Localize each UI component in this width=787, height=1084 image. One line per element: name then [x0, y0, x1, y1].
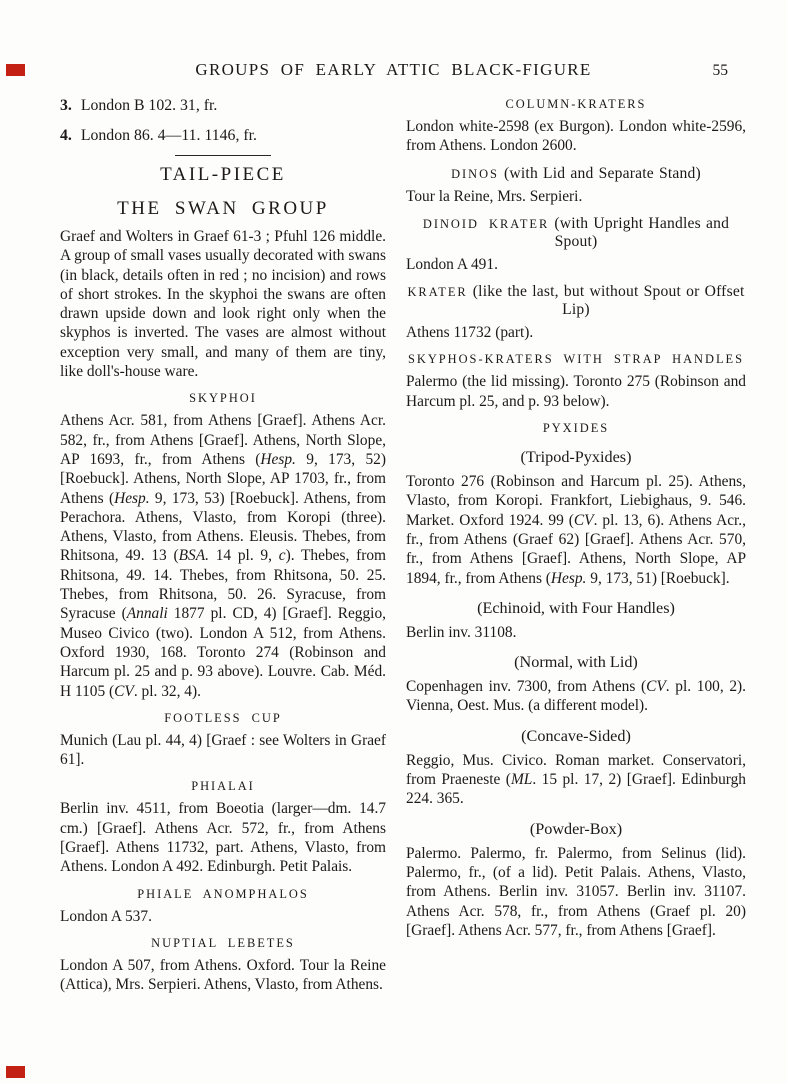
body-text: Copenhagen inv. 7300, from Athens (: [406, 678, 647, 696]
smallcaps-text: PYXIDES: [542, 421, 610, 436]
category-heading: [60, 886, 386, 903]
body-text: (like the last, but without Spout or Offset Lip): [467, 283, 745, 319]
category-heading: [406, 96, 746, 113]
body-text: Toronto 276 (Robinson and Harcum pl. 25). Athens, Vlasto, from Koropi. Frankfort, Liebighaus, 9. 546. Market. Oxford 1924. 99 (: [406, 473, 746, 529]
item-text: [81, 127, 257, 144]
subcategory-heading: (Echinoid, with Four Handles): [477, 598, 675, 617]
italic-text: Annali: [126, 605, 168, 623]
page-number: 55: [712, 62, 728, 79]
paragraph: [406, 472, 746, 588]
paragraph: [406, 255, 746, 274]
category-heading: [60, 710, 386, 727]
paragraph: [406, 117, 746, 156]
paragraph: [406, 372, 746, 411]
subcategory-heading: (Powder-Box): [529, 819, 623, 838]
smallcaps-text: DINOID KRATER: [422, 216, 550, 231]
category-heading: [60, 935, 386, 952]
italic-text: c: [278, 547, 286, 565]
item-text: [81, 97, 217, 114]
body-text: Munich (Lau pl. 44, 4) [Graef : see Wolters in Graef 61].: [60, 731, 386, 769]
body-text: . pl. 100, 2). Vienna, Oest. Mus. (a different model).: [406, 678, 747, 715]
smallcaps-text: NUPTIAL LEBETES: [151, 935, 295, 950]
smallcaps-text: PHIALAI: [191, 779, 255, 794]
italic-text: CV: [646, 678, 666, 696]
paragraph: [60, 411, 386, 700]
paragraph: [406, 623, 746, 642]
paragraph: [406, 187, 746, 206]
body-text: 1877 pl. CD, 4) [Graef]. Reggio, Museo Civico (two). London A 512, from Athens. Oxford 1930, 168. Toronto 274 (Robinson and Harcum pl. 25 and p. 93 above). Louvre. Cab. Méd. H 1105 (: [60, 605, 387, 700]
body-text: Graef and Wolters in Graef 61-3 ; Pfuhl 126 middle. A group of small vases usually decorated with swans (in black, details often in red ; no incision) and rows of short strokes. In the skyphoi the swans are often drawn upside down and look right only when the skyphos is inverted. The vases are almost without exception very small, and many of them are tiny, like doll's-house ware.: [60, 228, 386, 381]
body-text: . pl. 32, 4).: [133, 682, 201, 700]
group-title: THE SWAN GROUP: [117, 198, 329, 219]
body-text: ). Thebes, from Rhitsona, 49. 14. Thebes, from Rhitsona, 50. 25. Thebes, from Rhitsona, 50. 26. Syracuse, from Syracuse (: [60, 547, 386, 623]
section-title: TAIL-PIECE: [160, 164, 286, 185]
category-heading: [406, 283, 746, 319]
body-text: (with Lid and Separate Stand): [498, 164, 701, 182]
paragraph: [406, 323, 746, 342]
paragraph: [60, 799, 386, 876]
paragraph: [60, 907, 386, 926]
item-number: 3.: [60, 97, 72, 114]
paragraph: [60, 956, 386, 995]
body-text: Reggio, Mus. Civico. Roman market. Conservatori, from Praeneste (: [406, 751, 746, 789]
body-text: Berlin inv. 4511, from Boeotia (larger—dm. 14.7 cm.) [Graef]. Athens Acr. 572, fr., from Athens [Graef]. Athens 11732, part. Athens, Vlasto, from Athens. London A 492. Edinburgh. Petit Palais.: [60, 800, 386, 876]
italic-text: ML: [510, 771, 533, 789]
body-text: (with Upright Handles and Spout): [549, 214, 730, 250]
body-text: . 15 pl. 17, 2) [Graef]. Edinburgh 224. 365.: [406, 771, 746, 808]
body-text: Palermo. Palermo, fr. Palermo, from Selinus (lid). Palermo, fr., (of a lid). Petit Palais. Athens, Vlasto, from Athens. Berlin inv. 31057. Berlin inv. 31107. Athens Acr. 578, fr., from Athens (Graef pl. 20) [Graef]. Athens Acr. 577, fr., from Athens [Graef].: [406, 844, 746, 939]
body-text: Tour la Reine, Mrs. Serpieri.: [406, 187, 583, 205]
smallcaps-text: COLUMN-KRATERS: [505, 97, 647, 111]
category-heading: [406, 420, 746, 437]
paragraph: [406, 751, 746, 809]
item-number: 4.: [60, 126, 72, 144]
category-heading: [60, 778, 386, 795]
body-text: London A 537.: [60, 907, 152, 925]
body-text: London A 491.: [406, 255, 498, 273]
body-text: Athens 11732 (part).: [406, 324, 534, 342]
italic-text: CV: [114, 682, 134, 700]
body-text: Berlin inv. 31108.: [406, 623, 517, 641]
list-item: [60, 96, 386, 116]
body-text: Palermo (the lid missing). Toronto 275 (Robinson and Harcum pl. 25, and p. 93 below).: [406, 373, 746, 410]
body-text: 9, 173, 51) [Roebuck].: [586, 569, 730, 587]
category-heading: [60, 390, 386, 407]
category-heading: [406, 215, 746, 251]
body-text: 14 pl. 9,: [208, 547, 279, 565]
subcategory-heading: (Concave-Sided): [521, 726, 631, 745]
subcategory-heading: (Normal, with Lid): [514, 653, 638, 672]
category-heading: [406, 351, 746, 368]
smallcaps-text: SKYPHOS-KRATERS WITH STRAP HANDLES: [407, 352, 744, 367]
body-text: London 86. 4—11. 1146, fr.: [80, 126, 257, 144]
page-title: GROUPS OF EARLY ATTIC BLACK-FIGURE: [195, 60, 592, 79]
body-text: London B 102. 31, fr.: [80, 97, 218, 114]
paragraph: [60, 731, 386, 770]
body-text: London A 507, from Athens. Oxford. Tour la Reine (Attica), Mrs. Serpieri. Athens, Vlasto, from Athens.: [60, 956, 386, 994]
italic-text: Hesp.: [260, 450, 296, 468]
italic-text: CV: [573, 511, 594, 529]
divider-rule: [175, 155, 271, 156]
page-header: [0, 60, 787, 80]
body-text: 9, 173, 53) [Roebuck]. Athens, from Perachora. Athens, Vlasto, from Koropi (three). Athens, Vlasto, from Athens. Eleusis. Thebes, from Rhitsona, 49. 13 (: [60, 489, 387, 565]
body-text: Athens Acr. 581, from Athens [Graef]. Athens Acr. 582, fr., from Athens [Graef]. Athens, North Slope, AP 1693, fr., from Athens (: [60, 412, 386, 468]
list-item: [60, 126, 386, 146]
italic-text: Hesp.: [114, 489, 150, 507]
italic-text: BSA.: [178, 547, 209, 565]
smallcaps-text: SKYPHOI: [189, 391, 257, 406]
body-text: London white-2598 (ex Burgon). London white-2596, from Athens. London 2600.: [406, 118, 746, 155]
paragraph: [406, 844, 746, 940]
body-text: . pl. 13, 6). Athens Acr., fr., from Athens (Graef 62) [Graef]. Athens Acr. 570, fr., from Athens [Graef]. Athens, North Slope, AP 1894, fr., from Athens (: [406, 511, 746, 587]
left-column: [60, 96, 386, 1000]
paragraph: [60, 227, 386, 381]
red-corner-mark-bottom: [6, 1066, 25, 1078]
subcategory-heading: (Tripod-Pyxides): [520, 448, 632, 467]
category-heading: [406, 165, 746, 183]
smallcaps-text: KRATER: [407, 285, 468, 300]
smallcaps-text: PHIALE ANOMPHALOS: [137, 886, 309, 901]
italic-text: Hesp.: [550, 569, 587, 587]
smallcaps-text: FOOTLESS CUP: [164, 710, 282, 725]
body-text: 9, 173, 52) [Roebuck]. Athens, North Slope, AP 1703, fr., from Athens (: [60, 450, 386, 507]
right-column: [406, 96, 746, 945]
paragraph: [406, 677, 746, 716]
text-columns: [60, 96, 746, 1000]
smallcaps-text: DINOS: [451, 166, 499, 181]
